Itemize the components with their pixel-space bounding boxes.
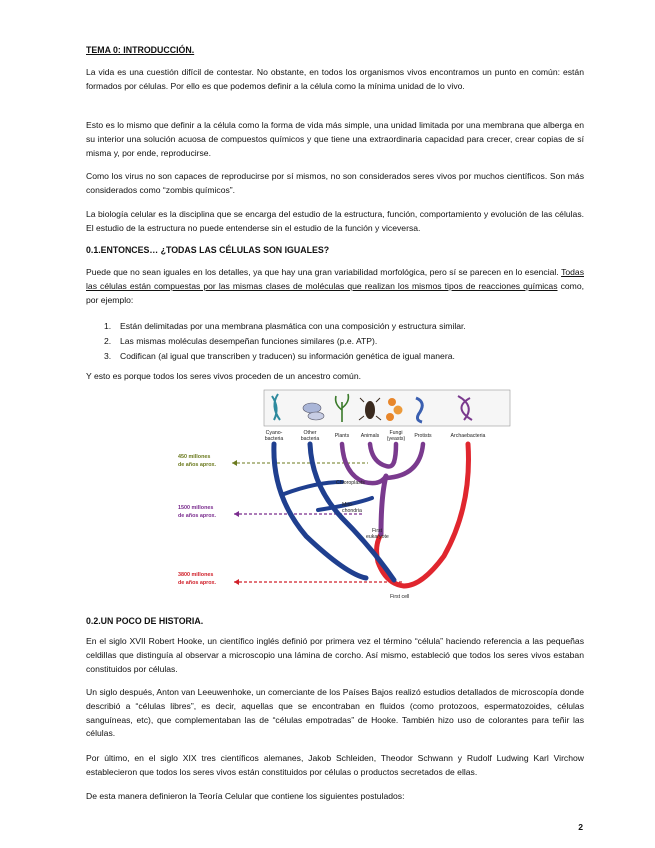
tree-branches <box>274 444 469 586</box>
list-item-number: 3. <box>104 351 112 361</box>
svg-text:1500 millonesde años aprox.: 1500 millones de años aprox. <box>178 505 217 519</box>
paragraph-simplest-life: Esto es lo mismo que definir a la célula como la forma de vida más simple, una unidad limitada por una membrana que alberga en su interior una solución acuosa de compuestos químicos y que tiene una extraordinaria capacidad para crecer, crear copias de sí misma y, por ende, reproducirse. <box>86 120 584 158</box>
paragraph-similarities <box>86 266 584 307</box>
paragraph-cell-biology: La biología celular es la disciplina que se encarga del estudio de la estructura, función, comportamiento y evolución de las células. El estudio de la estructura no puede entenderse sin el estudio de la función y viceversa. <box>86 209 584 233</box>
chapter-heading: TEMA 0: INTRODUCCIÓN. <box>86 45 195 55</box>
mitochondria-label: Mito-chondria <box>342 502 362 514</box>
group-label: Cyano-bacteria <box>264 430 284 442</box>
paragraph-cell-theory-founders: Por último, en el siglo XIX tres científicos alemanes, Jakob Schleiden, Theodor Schwann y Rudolf Ludwing Karl Virchow establecieron que todos los seres vivos están constituidos por células o productos secretados de ellas. <box>86 753 584 777</box>
paragraph-similarities-end: como, por ejemplo: <box>86 280 584 305</box>
list-item-number: 2. <box>104 336 112 346</box>
group-label: Fungi (yeasts) <box>386 430 406 442</box>
paragraph-postulates-intro: De esta manera definieron la Teoría Celular que contiene los siguientes postulados: <box>86 791 405 801</box>
organism-panel <box>264 390 510 426</box>
tree-of-life-figure <box>176 386 516 608</box>
list-item-text: Las mismas moléculas desempeñan funciones similares (p.e. ATP). <box>120 336 378 346</box>
first-cell-label: First cell <box>390 594 410 600</box>
paragraph-hooke: En el siglo XVII Robert Hooke, un científico inglés definió por primera vez el término “célula” haciendo referencia a las pequeñas celdillas que distinguía al observar a microscopio una lámina de corcho. Así mismo, estableció que todos los seres vivos estaban constituidos por células. <box>86 636 584 674</box>
paragraph-similarities-underlined: Todas las células están compuestas por las mismas clases de moléculas que realizan los mismos tipos de reacciones químicas <box>86 267 584 291</box>
paragraph-viruses: Como los virus no son capaces de reproducirse por sí mismos, no son considerados seres vivos por muchos científicos. Son más considerados como “zombis químicos”. <box>86 171 584 195</box>
list-item-text: Están delimitadas por una membrana plasmática con una composición y estructura similar. <box>120 321 466 331</box>
paragraph-leeuwenhoek: Un siglo después, Anton van Leeuwenhoke, un comerciante de los Países Bajos realizó estudios detallados de microscopía donde describió a “células libres”, es decir, aquellas que se encontraban en fluidos (como protozoos, espermatozoides, células sanguíneas, etc), que complementaban las de “células empotradas” de Hooke. También hizo uso de colorantes para teñir las células. <box>86 687 584 739</box>
group-label: Protists <box>414 433 432 439</box>
list-item <box>104 335 377 348</box>
chloroplasts-label: Chloroplasts <box>336 480 365 486</box>
section-heading-0-2: 0.2.UN POCO DE HISTORIA. <box>86 616 204 626</box>
paragraph-similarities-intro: Puede que no sean iguales en los detalles, ya que hay una gran variabilidad morfológica, pero sí se parecen en lo esencial. <box>86 267 559 277</box>
svg-text:3800 millonesde años aprox.: 3800 millones de años aprox. <box>178 572 217 586</box>
section-heading-0-1: 0.1.ENTONCES… ¿TODAS LAS CÉLULAS SON IGUALES? <box>86 245 330 255</box>
group-labels <box>265 430 486 442</box>
group-label: Plants <box>334 433 350 439</box>
group-label: Archaebacteria <box>450 433 486 439</box>
list-item <box>104 350 455 363</box>
paragraph-common-ancestor: Y esto es porque todos los seres vivos proceden de un ancestro común. <box>86 371 362 381</box>
page-number: 2 <box>578 822 583 832</box>
group-label: Animals <box>360 433 380 439</box>
time-marker-3800 <box>178 572 404 586</box>
svg-text:450 millonesde años aprox.: 450 millones de años aprox. <box>178 454 217 468</box>
first-eukaryote-label: First eukaryote <box>366 528 389 540</box>
list-item-number: 1. <box>104 321 112 331</box>
list-item <box>104 320 466 333</box>
paragraph-definition: La vida es una cuestión difícil de contestar. No obstante, en todos los organismos vivos encontramos un punto en común: están formados por células. Por ello es que podemos definir a la célula como la mínima unidad de lo vivo. <box>86 67 584 91</box>
list-item-text: Codifican (al igual que transcriben y traducen) su información genética de igual manera. <box>120 351 455 361</box>
group-label: Other bacteria <box>300 430 320 442</box>
